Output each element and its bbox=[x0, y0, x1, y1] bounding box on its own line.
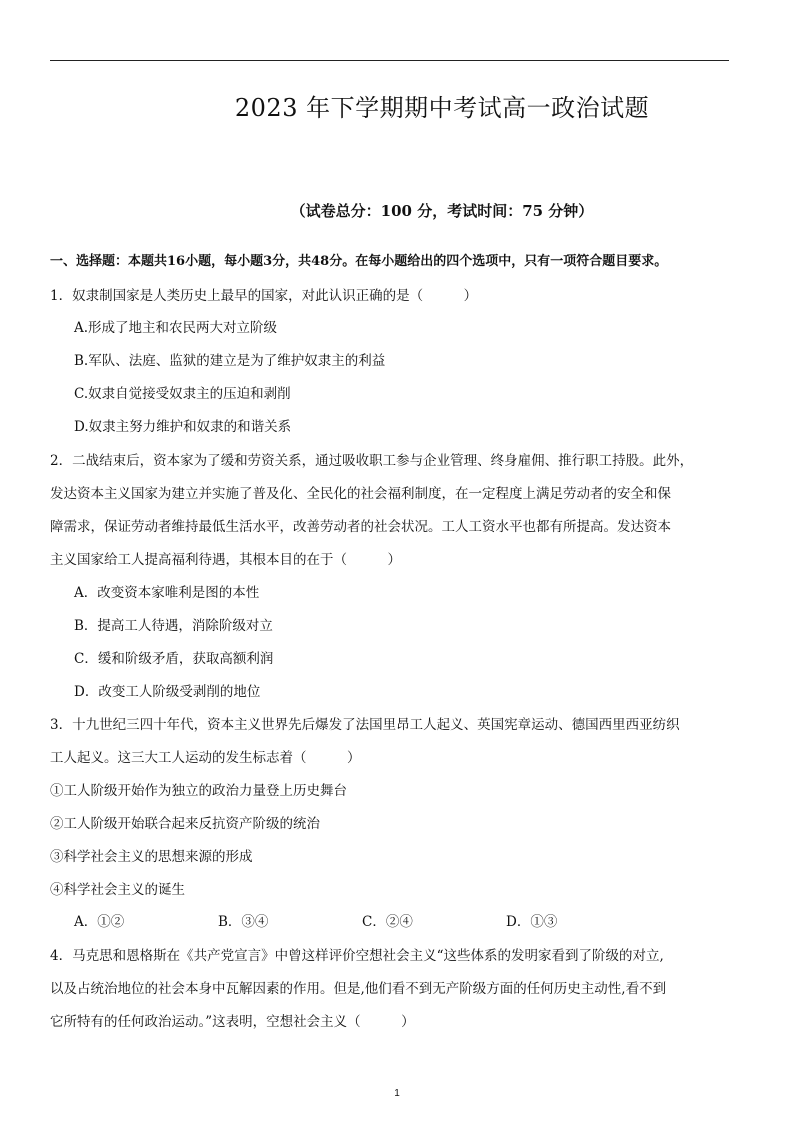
question-4-stem-line: 以及占统治地位的社会本身中瓦解因素的作用。但是,他们看不到无产阶级方面的任何历史主动性,看不到 bbox=[50, 981, 667, 997]
question-2-stem-line: 主义国家给工人提高福利待遇，其根本目的在于（ ） bbox=[50, 552, 401, 568]
question-3-choice-c: C．②④ bbox=[362, 914, 413, 930]
question-3-stem-line: 工人起义。这三大工人运动的发生标志着（ ） bbox=[50, 750, 361, 766]
question-4-stem-line: 4．马克思和恩格斯在《共产党宣言》中曾这样评价空想社会主义“这些体系的发明家看到了阶级的对立, bbox=[50, 948, 664, 964]
question-2-stem-line: 发达资本主义国家为建立并实施了普及化、全民化的社会福利制度，在一定程度上满足劳动者的安全和保 bbox=[50, 486, 671, 502]
question-3-statement-1: ①工人阶级开始作为独立的政治力量登上历史舞台 bbox=[50, 783, 347, 799]
question-3-choice-d: D．①③ bbox=[506, 914, 558, 930]
question-3-stem-line: 3．十九世纪三四十年代，资本主义世界先后爆发了法国里昂工人起义、英国宪章运动、德国西里西亚纺织 bbox=[50, 717, 680, 733]
question-3-statement-4: ④科学社会主义的诞生 bbox=[50, 882, 185, 898]
question-3-choice-b: B．③④ bbox=[218, 914, 269, 930]
section-heading: 一、选择题：本题共16小题，每小题3分，共48分。在每小题给出的四个选项中，只有一项符合题目要求。 bbox=[50, 254, 668, 269]
question-3-statement-2: ②工人阶级开始联合起来反抗资产阶级的统治 bbox=[50, 816, 320, 832]
page-title: 2023 年下学期期中考试高一政治试题 bbox=[234, 94, 650, 122]
question-2-stem-line: 障需求，保证劳动者维持最低生活水平，改善劳动者的社会状况。工人工资水平也都有所提高。发达资本 bbox=[50, 519, 671, 535]
question-1-stem: 1．奴隶制国家是人类历史上最早的国家，对此认识正确的是（ ） bbox=[50, 288, 478, 304]
question-2-option-a: A．改变资本家唯利是图的本性 bbox=[74, 585, 260, 601]
question-2-option-d: D．改变工人阶级受剥削的地位 bbox=[74, 684, 261, 700]
question-3-choice-a: A．①② bbox=[74, 914, 125, 930]
question-2-option-b: B．提高工人待遇，消除阶级对立 bbox=[74, 618, 273, 634]
question-1-option-d: D.奴隶主努力维护和奴隶的和谐关系 bbox=[74, 419, 292, 435]
question-1-option-b: B.军队、法庭、监狱的建立是为了维护奴隶主的利益 bbox=[74, 353, 386, 369]
header-rule bbox=[50, 60, 729, 61]
question-4-stem-line: 它所特有的任何政治运动。”这表明，空想社会主义（ ） bbox=[50, 1014, 415, 1030]
exam-info: （试卷总分：100 分，考试时间：75 分钟） bbox=[290, 202, 594, 220]
question-2-option-c: C．缓和阶级矛盾，获取高额利润 bbox=[74, 651, 274, 667]
question-1-option-a: A.形成了地主和农民两大对立阶级 bbox=[74, 320, 278, 336]
question-3-answer-choices bbox=[74, 913, 594, 931]
page-number: 1 bbox=[394, 1088, 400, 1099]
question-3-statement-3: ③科学社会主义的思想来源的形成 bbox=[50, 849, 253, 865]
question-1-option-c: C.奴隶自觉接受奴隶主的压迫和剥削 bbox=[74, 386, 291, 402]
question-2-stem-line: 2．二战结束后，资本家为了缓和劳资关系，通过吸收职工参与企业管理、终身雇佣、推行职工持股。此外， bbox=[50, 453, 694, 469]
